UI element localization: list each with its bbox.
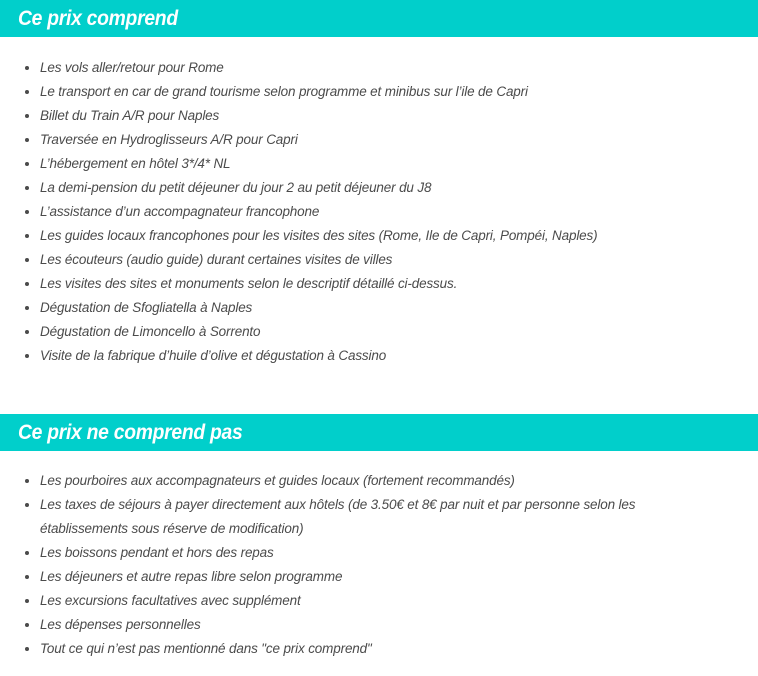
list-item-text: Les visites des sites et monuments selon le descriptif détaillé ci-dessus. <box>40 276 458 292</box>
list-item-text: Tout ce qui n’est pas mentionné dans "ce prix comprend" <box>40 641 372 657</box>
section-title-excluded: Ce prix ne comprend pas <box>18 421 243 444</box>
list-item <box>0 344 758 368</box>
list-item-text: La demi-pension du petit déjeuner du jour 2 au petit déjeuner du J8 <box>40 180 432 196</box>
list-item <box>0 613 758 637</box>
list-item <box>0 248 758 272</box>
list-item-text: Les guides locaux francophones pour les visites des sites (Rome, Ile de Capri, Pompéi, Naples) <box>40 228 598 244</box>
section-header-excluded <box>0 414 758 451</box>
list-item <box>0 56 758 80</box>
list-item <box>0 80 758 104</box>
list-item <box>0 152 758 176</box>
section-header-included <box>0 0 758 37</box>
list-item <box>0 224 758 248</box>
list-item <box>0 637 758 661</box>
list-item-text: L’assistance d’un accompagnateur francophone <box>40 204 320 220</box>
section-title-included: Ce prix comprend <box>18 7 178 30</box>
list-item-text: Le transport en car de grand tourisme selon programme et minibus sur l’ile de Capri <box>40 84 528 100</box>
list-item <box>0 104 758 128</box>
list-item <box>0 589 758 613</box>
list-item <box>0 200 758 224</box>
list-item-text: Traversée en Hydroglisseurs A/R pour Capri <box>40 132 298 148</box>
list-item <box>0 296 758 320</box>
list-item <box>0 469 758 493</box>
list-item <box>0 541 758 565</box>
list-item <box>0 176 758 200</box>
list-item-text: Les boissons pendant et hors des repas <box>40 545 274 561</box>
excluded-items-list <box>0 469 758 661</box>
list-item-text: Dégustation de Limoncello à Sorrento <box>40 324 261 340</box>
list-item-text: Les excursions facultatives avec supplément <box>40 593 301 609</box>
list-item-text: Les vols aller/retour pour Rome <box>40 60 224 76</box>
list-item <box>0 272 758 296</box>
list-item-text: Billet du Train A/R pour Naples <box>40 108 220 124</box>
list-item-text: Visite de la fabrique d’huile d’olive et dégustation à Cassino <box>40 348 387 364</box>
list-item-text: Les taxes de séjours à payer directement aux hôtels (de 3.50€ et 8€ par nuit et par personne selon les établissements sous réserve de modification) <box>40 497 636 537</box>
list-item-text: Les pourboires aux accompagnateurs et guides locaux (fortement recommandés) <box>40 473 515 489</box>
section-divider-space <box>0 368 758 414</box>
list-item-text: Dégustation de Sfogliatella à Naples <box>40 300 253 316</box>
list-item <box>0 128 758 152</box>
list-item-text: Les dépenses personnelles <box>40 617 201 633</box>
list-item <box>0 493 758 541</box>
list-item-text: Les écouteurs (audio guide) durant certaines visites de villes <box>40 252 393 268</box>
list-item <box>0 565 758 589</box>
list-item-text: L’hébergement en hôtel 3*/4* NL <box>40 156 231 172</box>
list-item-text: Les déjeuners et autre repas libre selon programme <box>40 569 343 585</box>
included-items-list <box>0 56 758 368</box>
list-item <box>0 320 758 344</box>
